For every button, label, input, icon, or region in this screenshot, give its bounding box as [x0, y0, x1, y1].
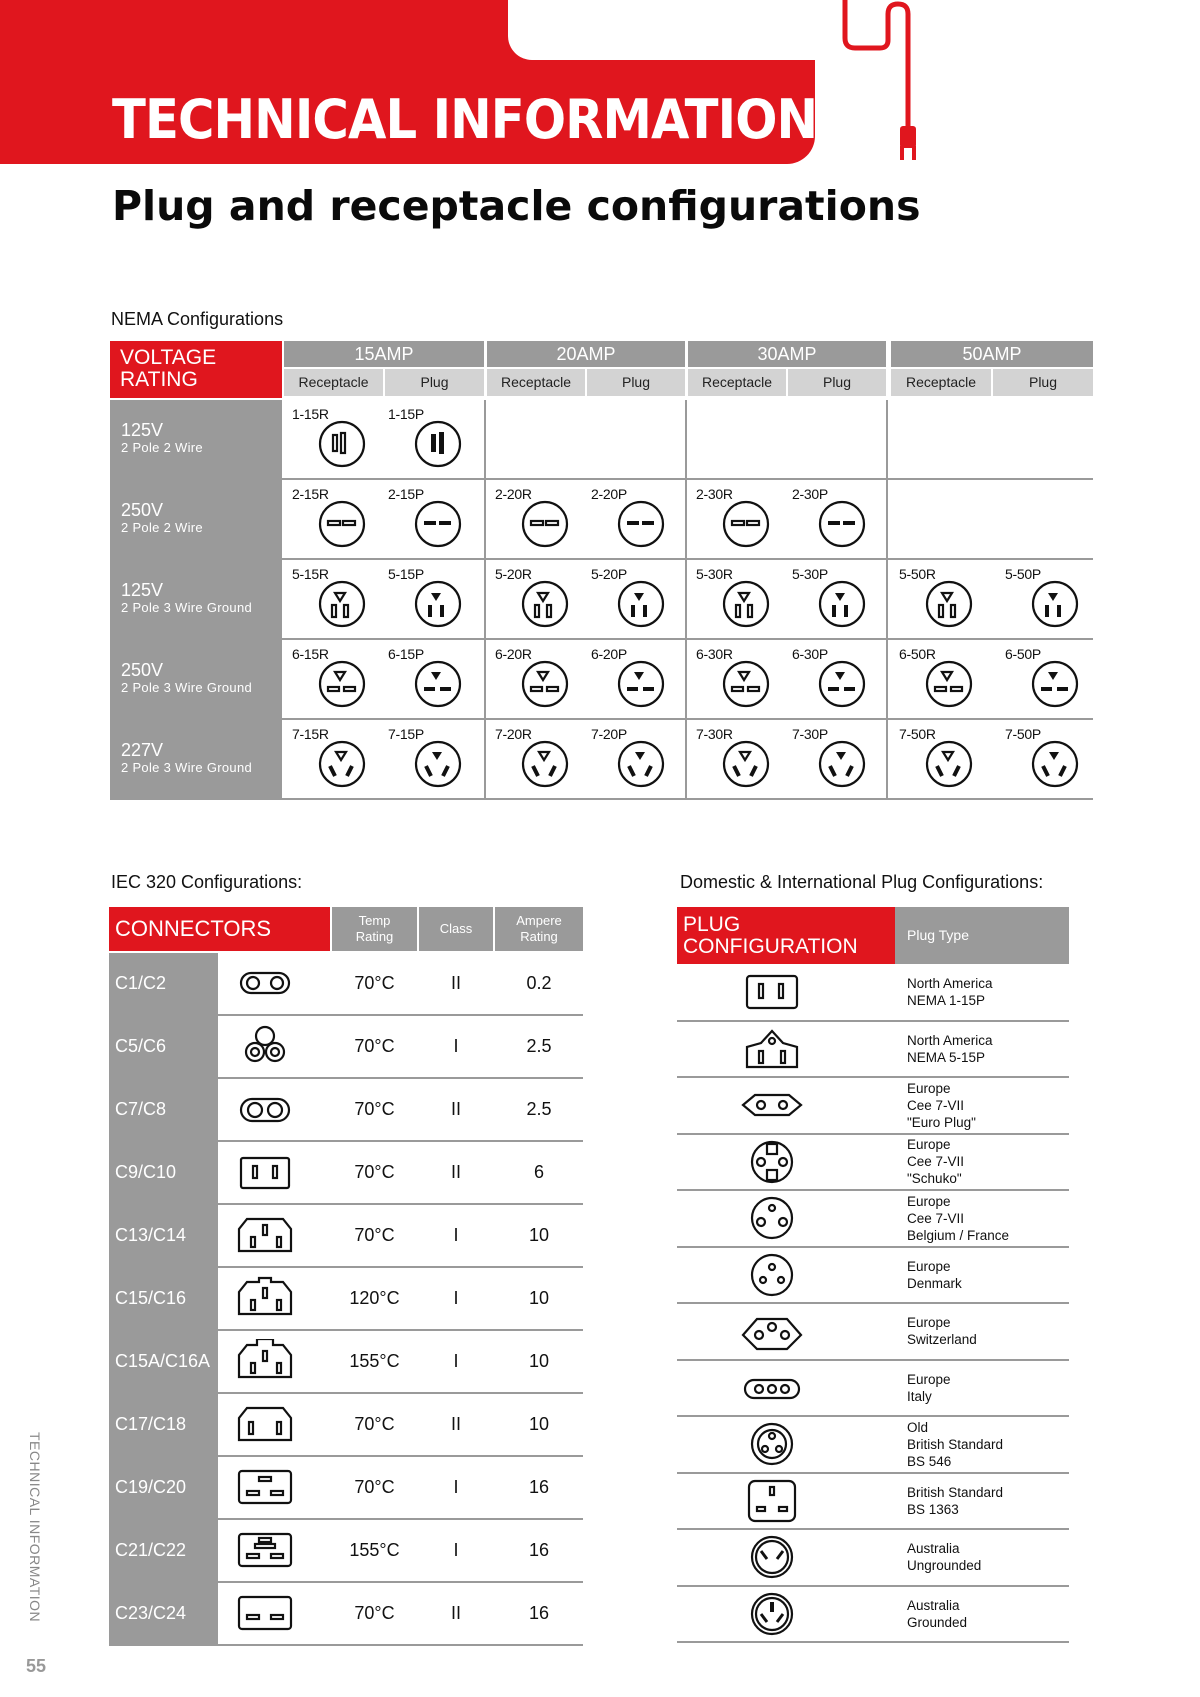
nema-cell	[997, 640, 1093, 718]
class-value: II	[450, 973, 461, 993]
nema-cell	[583, 720, 679, 798]
iec-row	[109, 1205, 583, 1268]
ampere-header-line2: Rating	[520, 929, 558, 944]
nema-cell	[487, 480, 583, 558]
nema-code: 2-20R	[495, 486, 532, 502]
australia-ungrounded-icon	[739, 1535, 805, 1584]
bs546-icon	[739, 1422, 805, 1471]
iec-row	[109, 1079, 583, 1142]
amp-50-title: 50AMP	[891, 341, 1093, 367]
temp-rating: 70°C	[354, 1225, 395, 1245]
plug-type-line: Cee 7-VII	[907, 1154, 965, 1169]
column-divider	[484, 400, 486, 478]
column-divider	[685, 480, 687, 558]
nema-cell	[784, 720, 880, 798]
nema-row-label	[110, 640, 282, 718]
iec-row	[109, 1142, 583, 1205]
nema-code: 2-15P	[388, 486, 424, 502]
amp-15-title: 15AMP	[284, 341, 484, 367]
amp-50-receptacle: Receptacle	[891, 369, 991, 396]
column-divider	[484, 480, 486, 558]
ampere-rating: 2.5	[526, 1036, 552, 1056]
nema-cell	[380, 720, 476, 798]
nema-cell	[380, 560, 476, 638]
nema-code: 7-15P	[388, 726, 424, 742]
nema-cell	[487, 560, 583, 638]
c7-c8-icon	[233, 1087, 297, 1136]
amp-15-header	[284, 341, 484, 398]
ampere-rating: 16	[528, 1603, 550, 1623]
temp-rating: 70°C	[354, 1477, 395, 1497]
nema-table	[110, 341, 1093, 800]
nema-cell	[688, 640, 784, 718]
nema-cell	[487, 640, 583, 718]
plug-type-line: Europe	[907, 1258, 951, 1274]
nema-code: 6-50P	[1005, 646, 1041, 662]
c19-c20-icon	[233, 1465, 297, 1514]
row-voltage: 227V	[121, 740, 164, 760]
nema-code: 6-15P	[388, 646, 424, 662]
plug-type-line: Europe	[907, 1371, 951, 1387]
nema-row	[110, 480, 1093, 560]
connector-name: C9/C10	[109, 1142, 218, 1203]
plug-configuration-header	[677, 907, 895, 964]
plug-row	[677, 1078, 1069, 1135]
class-value: I	[453, 1225, 459, 1245]
iec-table	[109, 907, 583, 1646]
domestic-section-label: Domestic & International Plug Configurations:	[680, 872, 1044, 892]
column-divider	[685, 560, 687, 638]
plug-type	[907, 1248, 962, 1302]
side-label: TECHNICAL INFORMATION	[27, 1432, 43, 1623]
nema-cell	[688, 480, 784, 558]
plug-type	[907, 1135, 964, 1189]
column-divider	[484, 640, 486, 718]
iec-header	[109, 907, 583, 951]
plug-type	[907, 1587, 967, 1641]
nema-code: 5-15R	[292, 566, 329, 582]
plug-type-line: NEMA 1-15P	[907, 993, 986, 1008]
plug-row	[677, 1248, 1069, 1305]
nema-code: 6-15R	[292, 646, 329, 662]
nema-cell	[784, 640, 880, 718]
nema-1-15p-icon	[739, 970, 805, 1019]
c15a-c16a-icon	[233, 1339, 297, 1388]
temp-header-line2: Rating	[355, 929, 394, 944]
iec-row	[109, 1583, 583, 1646]
column-divider	[484, 560, 486, 638]
voltage-rating-line2: RATING	[120, 368, 198, 391]
nema-code: 1-15R	[292, 406, 329, 422]
plug-config-line1: PLUG	[683, 913, 741, 936]
nema-code: 5-30P	[792, 566, 828, 582]
plug-type	[907, 1474, 1003, 1528]
column-divider	[886, 560, 888, 638]
plug-type-line: Europe	[907, 1315, 951, 1330]
c15-c16-icon	[233, 1276, 297, 1325]
nema-cell	[891, 640, 987, 718]
column-divider	[886, 640, 888, 718]
nema-cell	[997, 720, 1093, 798]
temp-rating-header	[332, 907, 417, 951]
nema-row-label	[110, 480, 282, 558]
amp-50-header	[891, 341, 1093, 398]
amp-50-plug: Plug	[993, 369, 1093, 396]
plug-type	[907, 965, 993, 1019]
class-value: I	[453, 1036, 459, 1056]
nema-cell	[784, 480, 880, 558]
nema-cell	[784, 560, 880, 638]
column-divider	[886, 720, 888, 798]
plug-type-line: Cee 7-VII	[907, 1097, 965, 1113]
nema-code: 2-20P	[591, 486, 627, 502]
ampere-rating: 16	[528, 1477, 550, 1497]
plug-type-line: Europe	[907, 1137, 951, 1152]
plug-row	[677, 1191, 1069, 1248]
belgium-france-icon	[739, 1196, 805, 1245]
connector-name: C15/C16	[109, 1268, 218, 1329]
nema-code: 2-30R	[696, 486, 733, 502]
class-value: I	[453, 1288, 459, 1308]
temp-rating: 70°C	[354, 973, 395, 993]
iec-row	[109, 1394, 583, 1457]
connector-name: C19/C20	[109, 1457, 218, 1518]
nema-code: 5-50R	[899, 566, 936, 582]
temp-rating: 155°C	[349, 1351, 400, 1371]
plug-type	[907, 1191, 1009, 1245]
class-value: II	[450, 1414, 461, 1434]
plug-row	[677, 1417, 1069, 1474]
connector-name: C15A/C16A	[109, 1331, 218, 1392]
c21-c22-icon	[233, 1528, 297, 1577]
plug-type-line: Australia	[907, 1597, 960, 1613]
nema-cell	[380, 640, 476, 718]
plug-row	[677, 1135, 1069, 1192]
denmark-icon	[739, 1253, 805, 1302]
nema-row	[110, 720, 1093, 800]
amp-30-title: 30AMP	[688, 341, 886, 367]
plug-type-line: Europe	[907, 1080, 951, 1096]
ampere-rating: 10	[528, 1414, 550, 1434]
temp-rating: 70°C	[354, 1603, 395, 1623]
plug-type-line: Grounded	[907, 1614, 968, 1630]
nema-code: 6-50R	[899, 646, 936, 662]
nema-code: 5-20R	[495, 566, 532, 582]
iec-rows	[109, 953, 583, 1646]
amp-15-plug: Plug	[385, 369, 484, 396]
c1-c2-icon	[233, 961, 297, 1010]
row-voltage: 125V	[121, 420, 164, 440]
plug-type-line: BS 1363	[907, 1501, 959, 1517]
plug-type	[907, 1078, 976, 1132]
nema-cell	[487, 720, 583, 798]
nema-cell	[891, 720, 987, 798]
temp-rating: 70°C	[354, 1414, 395, 1434]
ampere-rating: 10	[528, 1288, 550, 1308]
nema-code: 1-15P	[388, 406, 424, 422]
plug-type-line: North America	[907, 1032, 993, 1048]
nema-cell	[583, 480, 679, 558]
nema-cell	[688, 560, 784, 638]
nema-code: 7-15R	[292, 726, 329, 742]
plug-type-line: BS 546	[907, 1453, 952, 1469]
class-value: I	[453, 1540, 459, 1560]
nema-cell	[284, 400, 380, 478]
amp-20-title: 20AMP	[487, 341, 685, 367]
nema-code: 7-20P	[591, 726, 627, 742]
c13-c14-icon	[233, 1213, 297, 1262]
euro-plug-icon	[739, 1083, 805, 1132]
class-value: II	[450, 1603, 461, 1623]
nema-code: 6-20P	[591, 646, 627, 662]
plug-type	[907, 1530, 981, 1584]
page-number: 55	[26, 1656, 47, 1676]
plug-type	[907, 1304, 977, 1358]
c23-c24-icon	[233, 1591, 297, 1640]
australia-grounded-icon	[739, 1592, 805, 1641]
amp-20-plug: Plug	[587, 369, 685, 396]
ampere-rating: 16	[528, 1540, 550, 1560]
iec-row	[109, 1268, 583, 1331]
domestic-table	[677, 907, 1069, 1643]
class-value: II	[450, 1099, 461, 1119]
temp-rating: 70°C	[354, 1162, 395, 1182]
nema-cell	[583, 640, 679, 718]
iec-row	[109, 1457, 583, 1520]
plug-type-line: Australia	[907, 1541, 960, 1556]
plug-type	[907, 1361, 951, 1415]
plug-row	[677, 1474, 1069, 1531]
nema-section-label: NEMA Configurations	[111, 309, 284, 329]
row-voltage: 125V	[121, 580, 164, 600]
plug-type-header: Plug Type	[895, 907, 1069, 964]
plug-type	[907, 1417, 1003, 1471]
nema-cell	[997, 560, 1093, 638]
amp-30-plug: Plug	[788, 369, 886, 396]
italy-icon	[739, 1366, 805, 1415]
nema-code: 2-15R	[292, 486, 329, 502]
row-description: 2 Pole 2 Wire	[121, 440, 203, 455]
nema-row	[110, 560, 1093, 640]
row-description: 2 Pole 2 Wire	[121, 520, 203, 535]
nema-cell	[284, 640, 380, 718]
nema-rows	[110, 400, 1093, 800]
plug-type-line: Switzerland	[907, 1332, 977, 1347]
plug-type-line: Belgium / France	[907, 1227, 1010, 1243]
ampere-rating: 10	[528, 1225, 550, 1245]
voltage-rating-header	[110, 341, 282, 398]
class-value: I	[453, 1477, 459, 1497]
iec-row	[109, 1331, 583, 1394]
nema-cell	[284, 720, 380, 798]
plug-type-line: Italy	[907, 1388, 932, 1404]
nema-code: 7-30R	[696, 726, 733, 742]
plug-type-line: British Standard	[907, 1436, 1004, 1452]
column-divider	[685, 720, 687, 798]
page-title: Plug and receptacle configurations	[112, 182, 921, 230]
plug-type-line: British Standard	[907, 1484, 1004, 1500]
nema-row-label	[110, 400, 282, 478]
nema-code: 7-50R	[899, 726, 936, 742]
nema-row-label	[110, 720, 282, 798]
iec-row	[109, 1016, 583, 1079]
plug-type-line: Old	[907, 1419, 929, 1435]
nema-cell	[583, 560, 679, 638]
connector-name: C1/C2	[109, 953, 218, 1014]
nema-cell	[380, 400, 476, 478]
row-voltage: 250V	[121, 500, 164, 520]
class-value: II	[450, 1162, 461, 1182]
ampere-rating: 6	[533, 1162, 544, 1182]
amp-20-receptacle: Receptacle	[487, 369, 585, 396]
switzerland-icon	[739, 1309, 805, 1358]
nema-code: 6-20R	[495, 646, 532, 662]
c9-c10-icon	[233, 1150, 297, 1199]
nema-cell	[891, 560, 987, 638]
c5-c6-icon	[233, 1024, 297, 1073]
voltage-rating-line1: VOLTAGE	[120, 346, 217, 369]
temp-rating: 70°C	[354, 1036, 395, 1056]
temp-rating: 155°C	[349, 1540, 400, 1560]
nema-code: 6-30P	[792, 646, 828, 662]
row-description: 2 Pole 3 Wire Ground	[121, 760, 253, 775]
iec-section-label: IEC 320 Configurations:	[111, 872, 303, 892]
plug-config-line2: CONFIGURATION	[683, 935, 858, 958]
class-header: Class	[419, 907, 493, 951]
nema-header	[110, 341, 1093, 398]
plug-type-line: Ungrounded	[907, 1558, 982, 1573]
row-voltage: 250V	[121, 660, 164, 680]
bs1363-icon	[739, 1479, 805, 1528]
connector-name: C13/C14	[109, 1205, 218, 1266]
nema-code: 6-30R	[696, 646, 733, 662]
domestic-rows	[677, 965, 1069, 1643]
plug-row	[677, 1304, 1069, 1361]
nema-row-label	[110, 560, 282, 638]
plug-type-line: Denmark	[907, 1275, 962, 1291]
plug-row	[677, 1530, 1069, 1587]
temp-rating: 120°C	[349, 1288, 400, 1308]
plug-row	[677, 1587, 1069, 1644]
nema-cell	[380, 480, 476, 558]
header-title: TECHNICAL INFORMATION	[112, 88, 818, 151]
plug-type-line: "Schuko"	[907, 1171, 962, 1186]
class-value: I	[453, 1351, 459, 1371]
plug-type-line: Cee 7-VII	[907, 1210, 965, 1226]
amp-30-header	[688, 341, 886, 398]
amp-30-receptacle: Receptacle	[688, 369, 786, 396]
connector-name: C17/C18	[109, 1394, 218, 1455]
c17-c18-icon	[233, 1402, 297, 1451]
nema-code: 7-20R	[495, 726, 532, 742]
nema-cell	[284, 480, 380, 558]
column-divider	[685, 400, 687, 478]
nema-code: 5-15P	[388, 566, 424, 582]
column-divider	[886, 480, 888, 558]
amp-15-receptacle: Receptacle	[284, 369, 383, 396]
plug-type-line: North America	[907, 976, 993, 991]
nema-code: 2-30P	[792, 486, 828, 502]
ampere-rating: 2.5	[526, 1099, 552, 1119]
iec-row	[109, 1520, 583, 1583]
plug-row	[677, 1022, 1069, 1079]
row-description: 2 Pole 3 Wire Ground	[121, 680, 253, 695]
nema-code: 5-30R	[696, 566, 733, 582]
ampere-rating-header	[495, 907, 583, 951]
connector-name: C23/C24	[109, 1583, 218, 1644]
nema-code: 7-30P	[792, 726, 828, 742]
nema-code: 5-20P	[591, 566, 627, 582]
temp-header-line1: Temp	[358, 913, 391, 928]
domestic-header	[677, 907, 1069, 964]
plug-row	[677, 965, 1069, 1022]
column-divider	[886, 400, 888, 478]
temp-rating: 70°C	[354, 1099, 395, 1119]
plug-type	[907, 1022, 993, 1076]
iec-row	[109, 953, 583, 1016]
nema-code: 7-50P	[1005, 726, 1041, 742]
connector-name: C5/C6	[109, 1016, 218, 1077]
plug-type-line: NEMA 5-15P	[907, 1049, 986, 1065]
nema-row	[110, 400, 1093, 480]
ampere-header-line1: Ampere	[516, 913, 562, 928]
connectors-header: CONNECTORS	[109, 907, 330, 951]
connector-name: C7/C8	[109, 1079, 218, 1140]
nema-cell	[284, 560, 380, 638]
connector-name: C21/C22	[109, 1520, 218, 1581]
plug-type-line: Europe	[907, 1193, 951, 1209]
header-notch	[508, 0, 815, 60]
nema-5-15p-icon	[739, 1027, 805, 1076]
column-divider	[685, 640, 687, 718]
nema-row	[110, 640, 1093, 720]
amp-20-header	[487, 341, 685, 398]
ampere-rating: 10	[528, 1351, 550, 1371]
plug-type-line: "Euro Plug"	[907, 1114, 976, 1130]
plug-row	[677, 1361, 1069, 1418]
ampere-rating: 0.2	[526, 973, 552, 993]
nema-cell	[688, 720, 784, 798]
power-cord-icon	[840, 0, 960, 170]
column-divider	[484, 720, 486, 798]
nema-code: 5-50P	[1005, 566, 1041, 582]
row-description: 2 Pole 3 Wire Ground	[121, 600, 253, 615]
schuko-icon	[739, 1140, 805, 1189]
